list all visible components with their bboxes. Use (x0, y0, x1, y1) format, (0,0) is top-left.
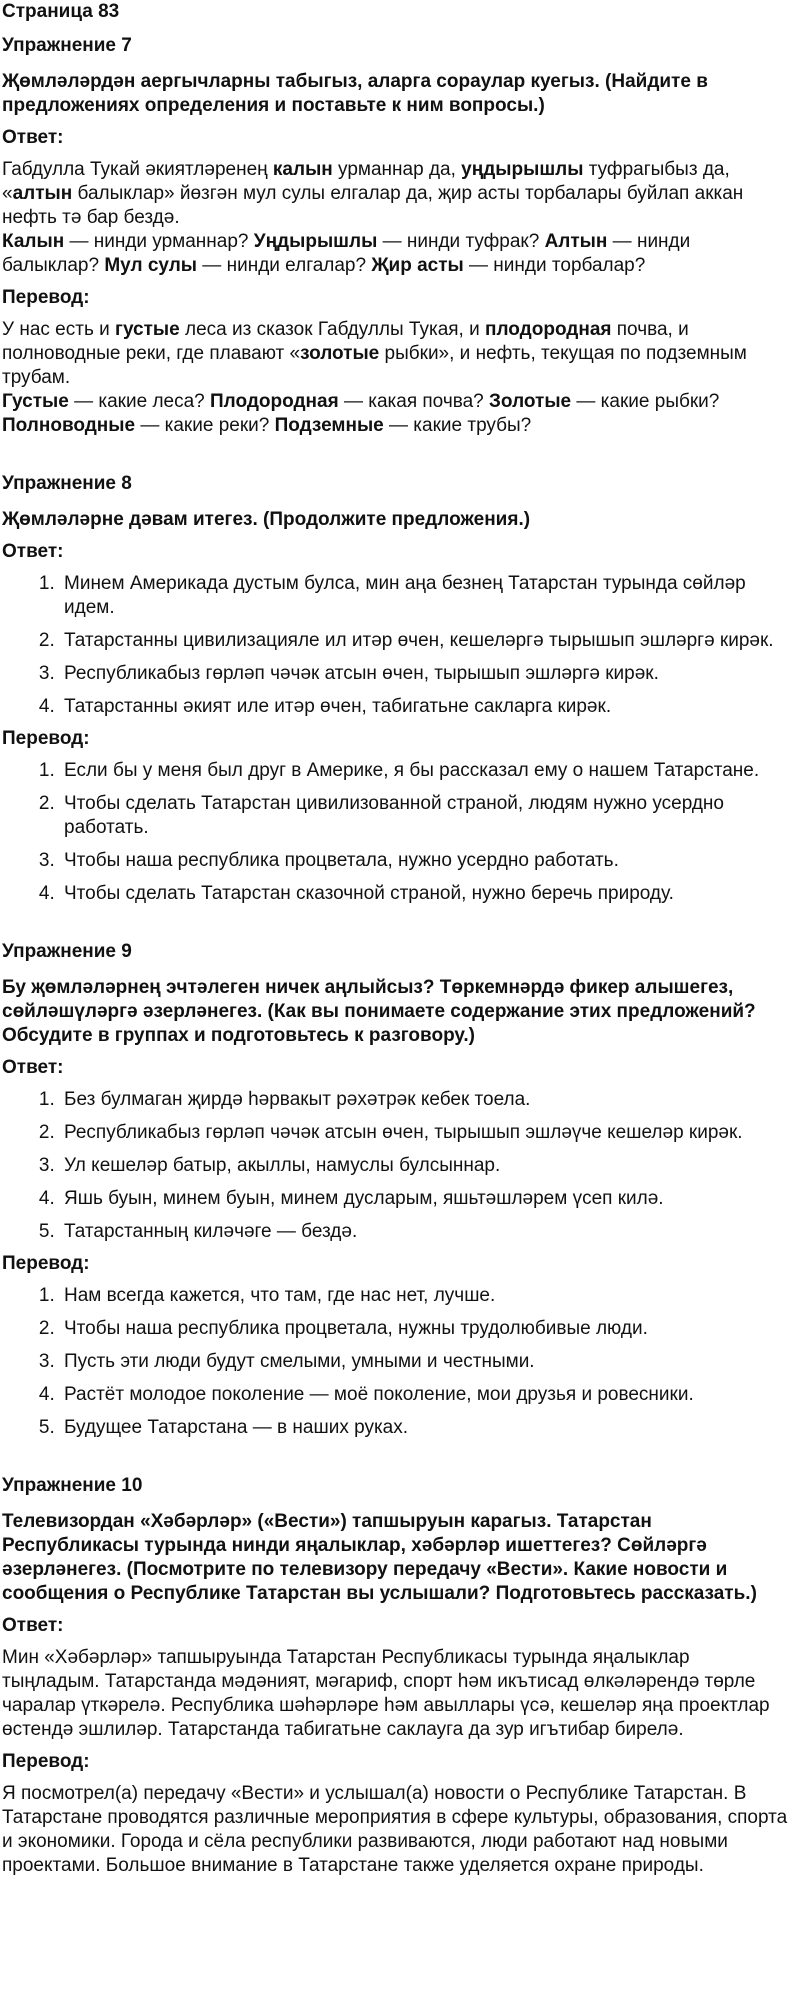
text-run: балыклар» йөзгән мул сулы елгалар да, җир асты торбалары буйлап аккан нефть тә бар бездә. (2, 183, 744, 228)
exercise-10 (2, 1474, 790, 1878)
translation-label: Перевод: (2, 728, 90, 749)
translation-paragraph (2, 318, 790, 390)
exercise-title: Упражнение 8 (2, 473, 132, 494)
text-run: — какие леса? (68, 391, 211, 412)
bold-term: калын (272, 159, 333, 180)
exercise-task: Җөмләләрне дәвам итегез. (Продолжите предложения.) (2, 509, 531, 530)
list-item: 3. Чтобы наша республика процветала, нужно усердно работать. (60, 849, 790, 873)
exercise-8 (2, 472, 790, 906)
translation-paragraph: Я посмотрел(а) передачу «Вести» и услышал(а) новости о Республике Татарстан. В Татарстане проводятся различные мероприятия в сфере культуры, образования, спорта и экономики. Города и сёла республики развиваются, люди работают над новыми проектами. Большое внимание в Татарстане также уделяется охране природы. (2, 1783, 788, 1876)
bold-term: Золотые (489, 391, 572, 412)
list-item: 4. Чтобы сделать Татарстан сказочной страной, нужно беречь природу. (60, 882, 790, 906)
text-run: — нинди балыклар? (2, 231, 691, 276)
bold-term: Калын (2, 231, 65, 252)
exercise-title: Упражнение 9 (2, 941, 132, 962)
list-item: 1. Нам всегда кажется, что там, где нас нет, лучше. (60, 1284, 790, 1308)
exercise-task: Телевизордан «Хәбәрләр» («Вести») тапшыруын карагыз. Татарстан Республикасы турында нинди яңалыклар, хәбәрләр ишеттегез? Сөйләргә әзерләнегез. (Посмотрите по телевизору передачу «Вести». Какие новости и сообщения о Республике Татарстан вы услышали? Подготовьтесь рассказать.) (2, 1511, 757, 1604)
text-run: — какие трубы? (383, 415, 532, 436)
bold-term: алтын (12, 183, 73, 204)
list-item: 1. Минем Америкада дустым булса, мин аңа безнең Татарстан турында сөйләр идем. (60, 572, 790, 620)
bold-term: Подземные (274, 415, 384, 436)
text-run: почва, и полноводные реки, где плавают « (2, 319, 689, 364)
bold-term: Уңдырышлы (253, 231, 378, 252)
text-run: — нинди туфрак? (377, 231, 545, 252)
list-item: 2. Республикабыз гөрләп чәчәк атсын өчен, тырышып эшләүче кешеләр кирәк. (60, 1121, 790, 1145)
bold-term: Густые (2, 391, 69, 412)
answer-list (2, 572, 790, 719)
text-run: рыбки», и нефть, текущая по подземным трубам. (2, 343, 747, 388)
bold-term: Җир асты (371, 255, 464, 276)
list-item: 4. Яшь буын, минем буын, минем дусларым, яшьтәшләрем үсеп килә. (60, 1187, 790, 1211)
bold-term: Алтын (544, 231, 608, 252)
exercise-7 (2, 34, 790, 438)
list-item: 4. Растёт молодое поколение — моё поколение, мои друзья и ровесники. (60, 1383, 790, 1407)
text-run: — какая почва? (338, 391, 490, 412)
answer-paragraph (2, 158, 790, 230)
bold-term: густые (115, 319, 180, 340)
text-run: — нинди елгалар? (197, 255, 372, 276)
exercise-9 (2, 940, 790, 1440)
exercise-task: Бу җөмләләрнең эчтәлеген ничек аңлыйсыз? Төркемнәрдә фикер алышегез, сөйләшүләргә әзерләнегез. (Как вы понимаете содержание этих предложений? Обсудите в группах и подготовьтесь к разговору.) (2, 977, 756, 1046)
bold-term: плодородная (485, 319, 612, 340)
bold-term: Мул сулы (104, 255, 198, 276)
answer-paragraph: Мин «Хәбәрләр» тапшыруында Татарстан Республикасы турында яңалыклар тыңладым. Татарстанда мәдәният, мәгариф, спорт һәм икътисад өлкәләрендә төрле чаралар үткәрелә. Республика шәһәрләре һәм авыллары үсә, кешеләр яңа проектлар өстендә эшлиләр. Татарстанда табигатьне саклауга да зур игътибар бирелә. (2, 1647, 770, 1740)
answer-label: Ответ: (2, 541, 64, 562)
text-run: — какие рыбки? (571, 391, 720, 412)
text-run: У нас есть и (2, 319, 116, 340)
list-item: 1. Без булмаган җирдә һәрвакыт рәхәтрәк кебек тоела. (60, 1088, 790, 1112)
answer-label: Ответ: (2, 127, 64, 148)
text-run: урманнар да, (332, 159, 462, 180)
translation-list (2, 759, 790, 906)
answer-label: Ответ: (2, 1615, 64, 1636)
list-item: 3. Пусть эти люди будут смелыми, умными и честными. (60, 1350, 790, 1374)
exercise-task: Җөмләләрдән аергычларны табыгыз, аларга сораулар куегыз. (Найдите в предложениях определения и поставьте к ним вопросы.) (2, 71, 708, 116)
text-run: — нинди урманнар? (64, 231, 254, 252)
list-item: 1. Если бы у меня был друг в Америке, я бы рассказал ему о нашем Татарстане. (60, 759, 790, 783)
translation-list (2, 1284, 790, 1440)
answer-label: Ответ: (2, 1057, 64, 1078)
translation-questions (2, 390, 790, 438)
bold-term: Полноводные (2, 415, 136, 436)
bold-term: уңдырышлы (461, 159, 584, 180)
list-item: 5. Татарстанның киләчәге — бездә. (60, 1220, 790, 1244)
text-run: — нинди торбалар? (463, 255, 646, 276)
list-item: 5. Будущее Татарстана — в наших руках. (60, 1416, 790, 1440)
list-item: 2. Татарстанны цивилизацияле ил итәр өчен, кешеләргә тырышып эшләргә кирәк. (60, 629, 790, 653)
list-item: 2. Чтобы сделать Татарстан цивилизованной страной, людям нужно усердно работать. (60, 792, 790, 840)
bold-term: Плодородная (210, 391, 339, 412)
text-run: леса из сказок Габдуллы Тукая, и (179, 319, 486, 340)
bold-term: золотые (300, 343, 380, 364)
exercise-title: Упражнение 7 (2, 35, 132, 56)
list-item: 3. Ул кешеләр батыр, акыллы, намуслы булсыннар. (60, 1154, 790, 1178)
exercise-title: Упражнение 10 (2, 1475, 143, 1496)
list-item: 3. Республикабыз гөрләп чәчәк атсын өчен, тырышып эшләргә кирәк. (60, 662, 790, 686)
text-run: — какие реки? (135, 415, 275, 436)
answer-list (2, 1088, 790, 1244)
page-title: Страница 83 (2, 1, 120, 22)
translation-label: Перевод: (2, 1751, 90, 1772)
text-run: туфрагыбыз да, « (2, 159, 730, 204)
translation-label: Перевод: (2, 287, 90, 308)
list-item: 2. Чтобы наша республика процветала, нужны трудолюбивые люди. (60, 1317, 790, 1341)
answer-questions (2, 230, 790, 278)
list-item: 4. Татарстанны әкият иле итәр өчен, табигатьне сакларга кирәк. (60, 695, 790, 719)
text-run: Габдулла Тукай әкиятләренең (2, 159, 273, 180)
translation-label: Перевод: (2, 1253, 90, 1274)
